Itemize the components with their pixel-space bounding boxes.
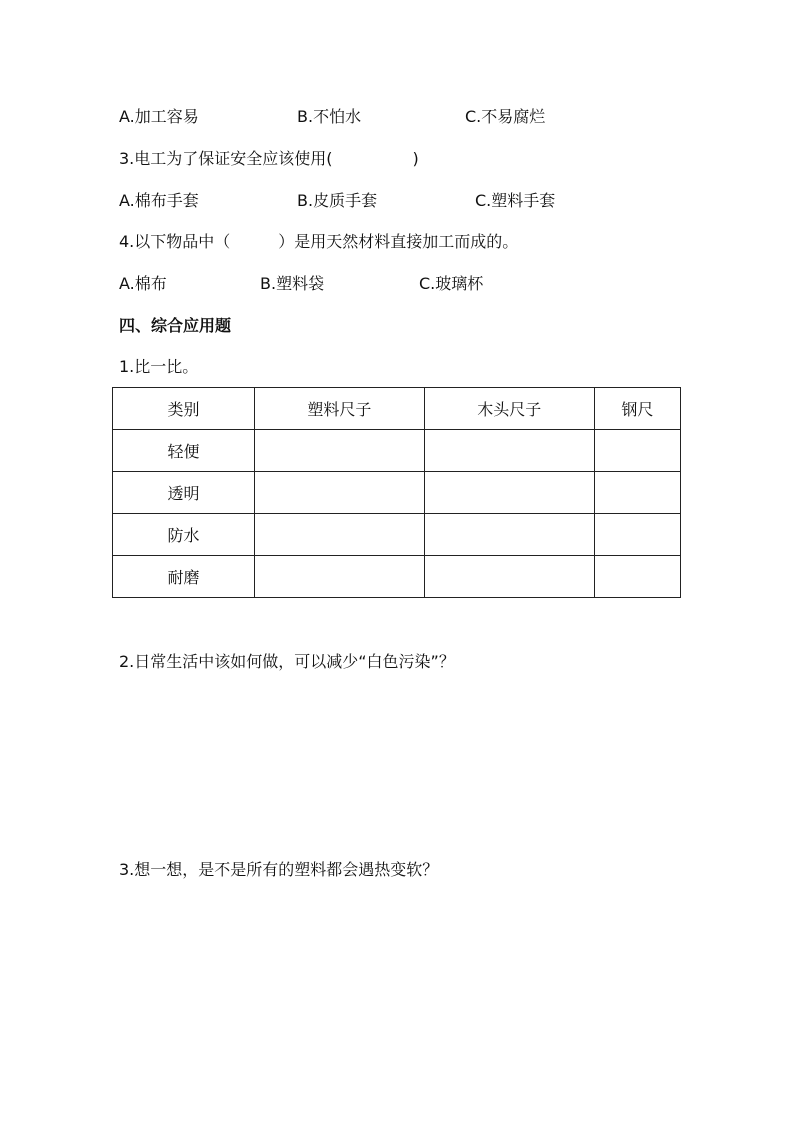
table-row: [113, 430, 681, 472]
q2-option-b: B.不怕水: [297, 107, 362, 126]
answer-cell[interactable]: [594, 556, 680, 598]
section-heading: 四、综合应用题: [119, 316, 232, 335]
q4-option-a: A.棉布: [119, 274, 167, 293]
comparison-table: [112, 387, 681, 598]
table-row: [113, 472, 681, 514]
row-label: 透明: [113, 472, 255, 514]
q3-option-a: A.棉布手套: [119, 191, 199, 210]
answer-cell[interactable]: [424, 514, 594, 556]
q2-option-a: A.加工容易: [119, 107, 199, 126]
answer-cell[interactable]: [424, 430, 594, 472]
q2-option-c: C.不易腐烂: [465, 107, 546, 126]
table-header-cell: 钢尺: [594, 388, 680, 430]
answer-cell[interactable]: [594, 472, 680, 514]
answer-cell[interactable]: [594, 514, 680, 556]
row-label: 轻便: [113, 430, 255, 472]
answer-cell[interactable]: [424, 556, 594, 598]
answer-cell[interactable]: [594, 430, 680, 472]
table-header-cell: 塑料尺子: [255, 388, 425, 430]
row-label: 耐磨: [113, 556, 255, 598]
question-3: 3.电工为了保证安全应该使用( ): [119, 149, 419, 168]
table-header-cell: 类别: [113, 388, 255, 430]
q3-option-b: B.皮质手套: [297, 191, 378, 210]
answer-cell[interactable]: [255, 514, 425, 556]
table-row: [113, 556, 681, 598]
application-question-3: 3.想一想，是不是所有的塑料都会遇热变软？: [119, 860, 439, 879]
answer-cell[interactable]: [255, 430, 425, 472]
answer-cell[interactable]: [255, 556, 425, 598]
table-row: [113, 514, 681, 556]
table-header-cell: 木头尺子: [424, 388, 594, 430]
application-question-2: 2.日常生活中该如何做，可以减少“白色污染”？: [119, 652, 455, 671]
q4-option-b: B.塑料袋: [260, 274, 325, 293]
application-question-1: 1.比一比。: [119, 357, 199, 376]
question-4: 4.以下物品中（ ）是用天然材料直接加工而成的。: [119, 232, 519, 251]
q4-option-c: C.玻璃杯: [419, 274, 484, 293]
table-header-row: [113, 388, 681, 430]
q3-option-c: C.塑料手套: [475, 191, 556, 210]
answer-cell[interactable]: [424, 472, 594, 514]
answer-cell[interactable]: [255, 472, 425, 514]
row-label: 防水: [113, 514, 255, 556]
